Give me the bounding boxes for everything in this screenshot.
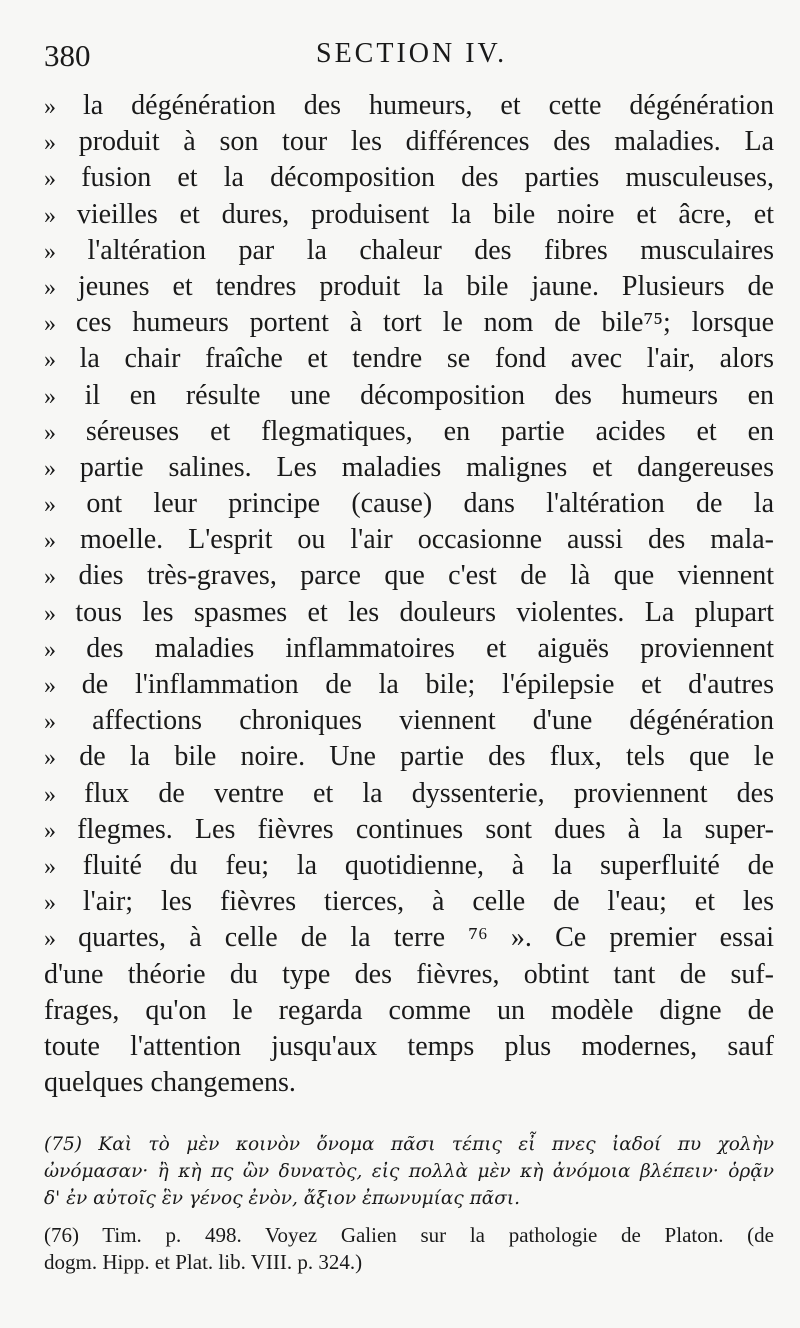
- text-line: » tous les spasmes et les douleurs violentes. La plupart: [44, 595, 774, 631]
- footnote-76-line: dogm. Hipp. et Plat. lib. VIII. p. 324.): [44, 1250, 363, 1275]
- text-line: » affections chroniques viennent d'une dégénération: [44, 703, 774, 739]
- text-line: frages, qu'on le regarda comme un modèle digne de: [44, 994, 774, 1026]
- page-header: [44, 0, 774, 80]
- text-line: » l'air; les fièvres tierces, à celle de l'eau; et les: [44, 884, 774, 920]
- page-number: 380: [44, 38, 91, 73]
- text-line: » flux de ventre et la dyssenterie, proviennent des: [44, 776, 774, 812]
- footnote-75-line: (75) Καὶ τὸ μὲν κοινὸν ὄνομα πᾶσι τέπις εἶ πνες ἰαδοί πυ χολὴν: [44, 1134, 774, 1156]
- text-line: » de la bile noire. Une partie des flux, tels que le: [44, 739, 774, 775]
- text-line: » il en résulte une décomposition des humeurs en: [44, 378, 774, 414]
- text-line: » ces humeurs portent à tort le nom de bile⁷⁵; lorsque: [44, 305, 774, 341]
- text-line: toute l'attention jusqu'aux temps plus modernes, sauf: [44, 1030, 774, 1062]
- running-head: SECTION IV.: [316, 38, 508, 69]
- footnotes: [44, 1131, 774, 1276]
- text-line: » produit à son tour les différences des maladies. La: [44, 124, 774, 160]
- text-line: » l'altération par la chaleur des fibres musculaires: [44, 233, 774, 269]
- text-line: » quartes, à celle de la terre ⁷⁶ ». Ce premier essai: [44, 920, 774, 956]
- text-line: » la dégénération des humeurs, et cette dégénération: [44, 88, 774, 124]
- text-line: » jeunes et tendres produit la bile jaune. Plusieurs de: [44, 269, 774, 305]
- text-line: quelques changemens.: [44, 1067, 296, 1099]
- text-line: » dies très-graves, parce que c'est de là que viennent: [44, 558, 774, 594]
- text-line: » partie salines. Les maladies malignes et dangereuses: [44, 450, 774, 486]
- text-line: » séreuses et flegmatiques, en partie acides et en: [44, 414, 774, 450]
- text-line: d'une théorie du type des fièvres, obtint tant de suf-: [44, 958, 774, 990]
- text-line: » fluité du feu; la quotidienne, à la superfluité de: [44, 848, 774, 884]
- text-line: » flegmes. Les fièvres continues sont dues à la super-: [44, 812, 774, 848]
- footnote-76-line: (76) Tim. p. 498. Voyez Galien sur la pathologie de Platon. (de: [44, 1223, 774, 1248]
- body-text: [44, 88, 774, 1101]
- text-line: » fusion et la décomposition des parties musculeuses,: [44, 160, 774, 196]
- text-line: » moelle. L'esprit ou l'air occasionne aussi des mala-: [44, 522, 774, 558]
- text-line: » ont leur principe (cause) dans l'altération de la: [44, 486, 774, 522]
- text-line: » la chair fraîche et tendre se fond avec l'air, alors: [44, 341, 774, 377]
- footnote-75-line: δ' ἐν αὐτοῖς ἓν γένος ἐνὸν, ἄξιον ἐπωνυμίας πᾶσι.: [44, 1188, 521, 1210]
- text-line: » des maladies inflammatoires et aiguës proviennent: [44, 631, 774, 667]
- text-line: » vieilles et dures, produisent la bile noire et âcre, et: [44, 197, 774, 233]
- footnote-75-line: ὠνόμασαν· ἢ κὴ πς ὢν δυνατὸς, εἰς πολλὰ μὲν κὴ ἀνόμοια βλέπειν· ὁρᾷν: [44, 1161, 774, 1183]
- text-line: » de l'inflammation de la bile; l'épilepsie et d'autres: [44, 667, 774, 703]
